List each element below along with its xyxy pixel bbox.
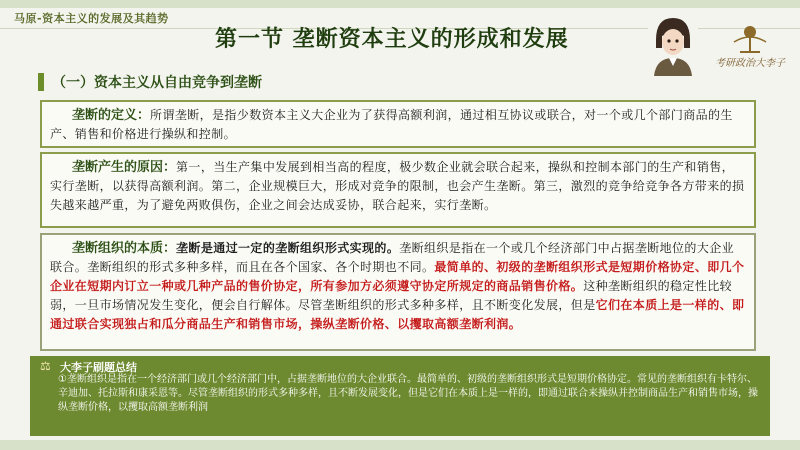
definition-box xyxy=(40,100,756,148)
summary-title: 大李子刷题总结 xyxy=(60,361,137,374)
brand-text: 考研政治大李子 xyxy=(715,58,785,69)
essence-box xyxy=(40,233,756,351)
logo-icon xyxy=(704,18,796,58)
bottom-band xyxy=(0,440,800,450)
essence-text-2: 这种垄断组织的稳定性比较弱，一旦市场情况发生变化，便会自行解体。尽管垄断组织的形式多种多样，且不断变化发展，但是 xyxy=(50,279,733,312)
breadcrumb: 马原-资本主义的发展及其趋势 xyxy=(14,12,169,25)
summary-panel xyxy=(30,356,770,436)
essence-head: 垄断组织的本质： xyxy=(72,241,177,256)
section-title: （一）资本主义从自由竞争到垄断 xyxy=(52,75,262,91)
section-bar xyxy=(38,73,44,91)
avatar xyxy=(648,14,698,76)
definition-text: 所谓垄断，是指少数资本主义大企业为了获得高额利润，通过相互协议或联合，对一个或几个部门商品的生产、销售和价格进行操纵和控制。 xyxy=(50,108,733,141)
gavel-icon: ⚖ xyxy=(40,359,51,373)
causes-text: 第一，当生产集中发展到相当高的程度，极少数企业就会联合起来，操纵和控制本部门的生产和销售，实行垄断，以获得高额利润。第二，企业规模巨大，形成对竞争的限制，也会产生垄断。第三，激烈的竞争给竞争各方带来的损失越来越严重，为了避免两败俱伤，企业之间会达成妥协，联合起来，实行垄断。 xyxy=(50,160,745,212)
causes-head: 垄断产生的原因： xyxy=(72,160,177,175)
brand-logo xyxy=(704,18,796,74)
essence-red-2: 它们在本质上是一样的、即通过联合实现独占和瓜分商品生产和销售市场，操纵垄断价格、以攫取高额垄断利润。 xyxy=(50,298,745,331)
section-heading xyxy=(38,70,308,94)
essence-bold-1: 垄断是通过一定的垄断组织形式实现的。 xyxy=(176,241,400,255)
definition-head: 垄断的定义： xyxy=(72,108,151,123)
essence-bold-2: 、即几个企业在短期内订立一种或几种产品的售价协定，所有参加方必须遵守协定所规定的商品销售价格。 xyxy=(50,260,745,293)
essence-red-1: 最简单的、初级的垄断组织形式是短期价格协定 xyxy=(434,260,695,274)
summary-text: ①垄断组织是指在一个经济部门或几个经济部门中，占据垄断地位的大企业联合。最简单的、初级的垄断组织形式是短期价格协定。常见的垄断组织有卡特尔、辛迪加、托拉斯和康采恩等。尽管垄断组织的形式多种多样，且不断发展变化，但是它们在本质上是一样的，即通过联合来操纵并控制商品生产和销售市场，操纵垄断价格，以攫取高额垄断利润 xyxy=(58,374,758,413)
page-title: 第一节 垄断资本主义的形成和发展 xyxy=(215,27,569,52)
essence-text-1: 垄断组织是指在一个或几个经济部门中占据垄断地位的大企业联合。垄断组织的形式多种多样，而且在各个国家、各个时期也不同。 xyxy=(50,241,735,274)
causes-box xyxy=(40,152,756,228)
top-band xyxy=(0,0,800,8)
